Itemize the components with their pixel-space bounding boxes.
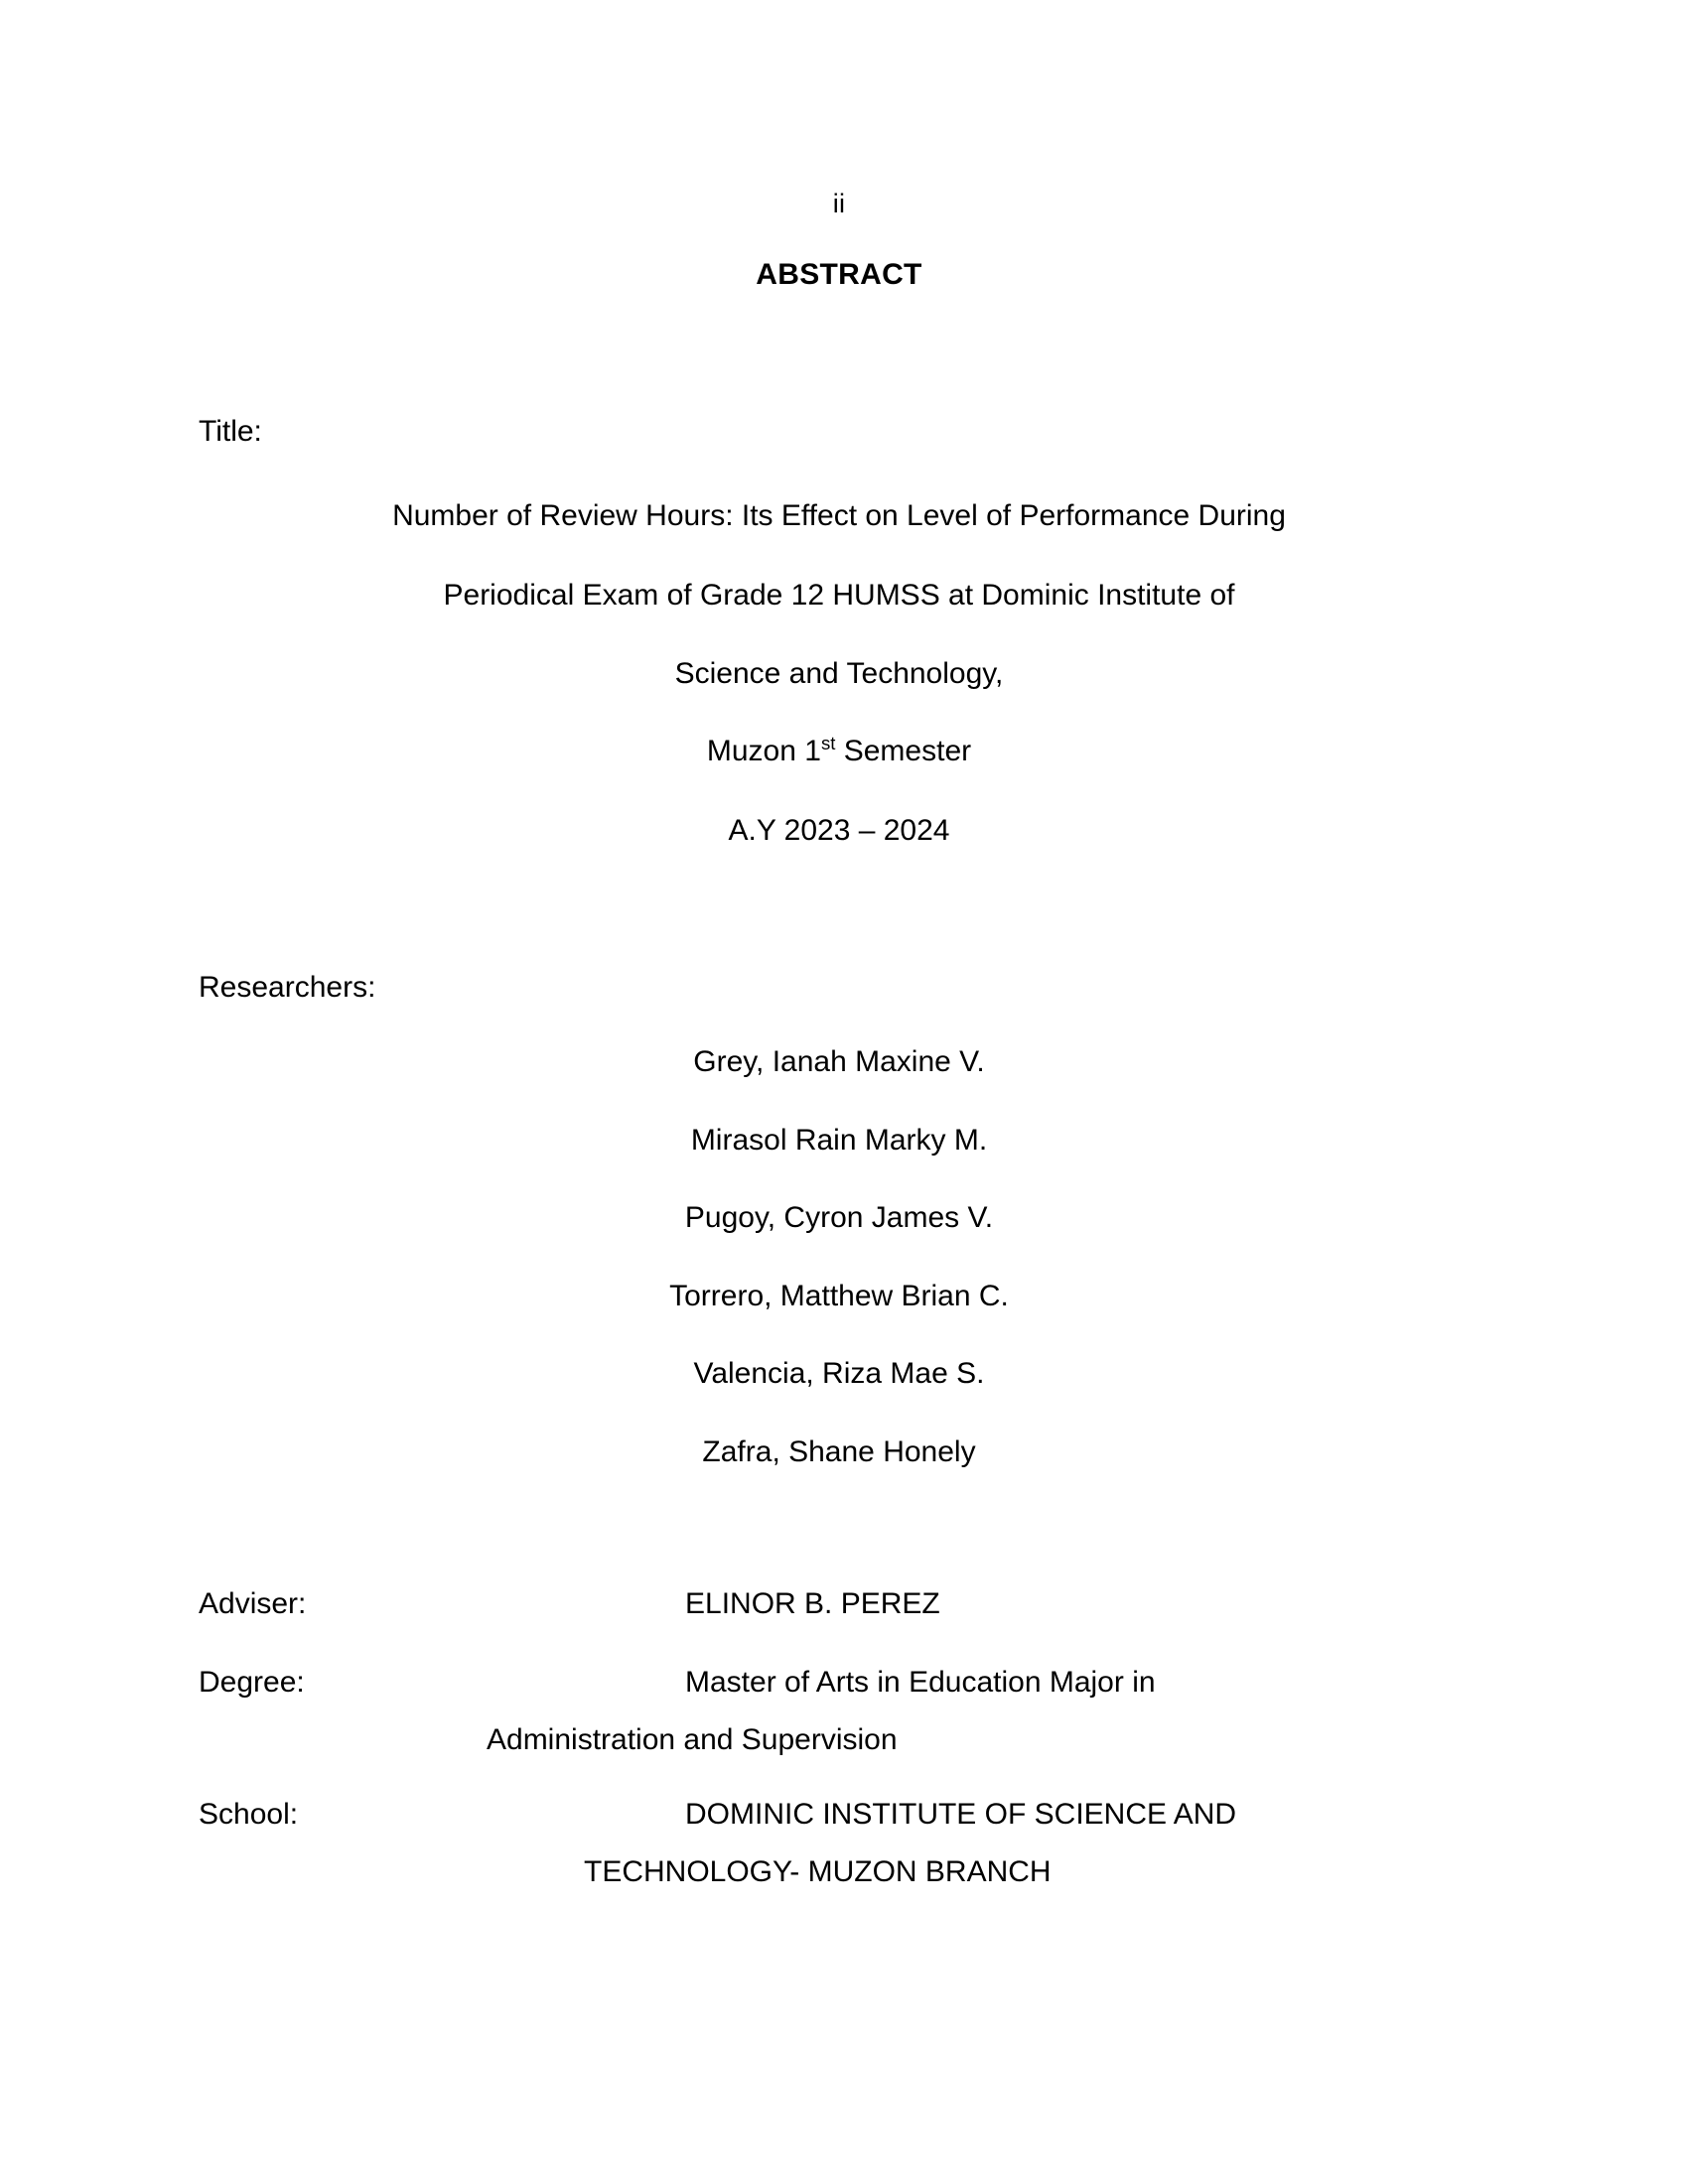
title-line-4-semester [0,732,1678,771]
title-line-3: Science and Technology, [674,657,1004,690]
page-title: ABSTRACT [756,258,922,291]
degree-value-line-1: Master of Arts in Education Major in [685,1666,1156,1699]
title-field-label: Title: [199,415,262,448]
title-line-2: Periodical Exam of Grade 12 HUMSS at Dominic Institute of [443,579,1235,612]
adviser-value: ELINOR B. PEREZ [685,1587,940,1620]
school-field-label: School: [199,1798,299,1831]
researcher-name: Zafra, Shane Honely [702,1435,976,1468]
school-value-line-1: DOMINIC INSTITUTE OF SCIENCE AND [685,1798,1237,1831]
degree-value-line-2: Administration and Supervision [487,1723,898,1756]
semester-rest: Semester [835,735,972,767]
researcher-name: Grey, Ianah Maxine V. [693,1045,985,1078]
title-line-5-academic-year: A.Y 2023 – 2024 [728,814,950,847]
researcher-name: Pugoy, Cyron James V. [684,1201,994,1234]
semester-prefix: Muzon 1 [706,735,821,767]
researcher-name: Torrero, Matthew Brian C. [669,1280,1009,1312]
researchers-field-label: Researchers: [199,971,376,1004]
adviser-field-label: Adviser: [199,1587,307,1620]
degree-field-label: Degree: [199,1666,305,1699]
page-folio: ii [832,189,846,218]
ordinal-suffix: st [820,733,836,753]
title-line-1: Number of Review Hours: Its Effect on Level of Performance During [392,499,1286,532]
researcher-name: Valencia, Riza Mae S. [693,1357,985,1390]
researcher-name: Mirasol Rain Marky M. [690,1124,988,1157]
school-value-line-2: TECHNOLOGY- MUZON BRANCH [584,1855,1052,1888]
